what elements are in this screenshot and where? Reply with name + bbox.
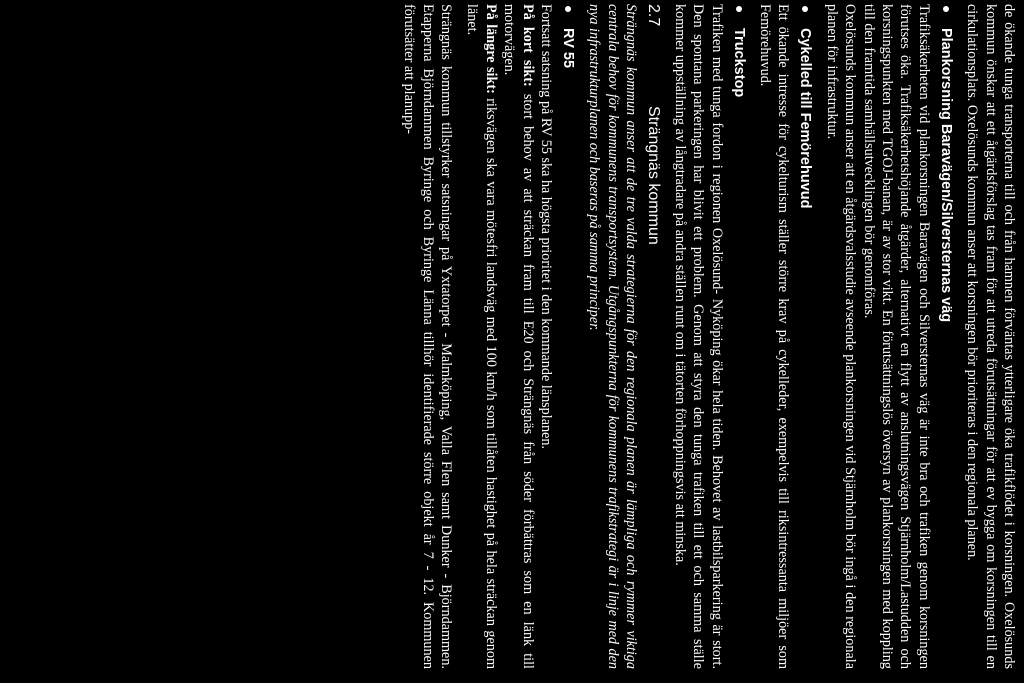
rv55-heading-text: RV 55 — [560, 28, 577, 69]
bullet-icon — [565, 6, 571, 12]
plankorsning-paragraph-1: Trafiksäkerheten vid plankorsningen Baravägen och Silversternas väg är inte bra och trafiken genom korsningen förutses öka. Trafiksäkerhetshöjande åtgärder, alternativt en flytt av anslutningsvägen Stjärnholm/Lastudden och korsningspunkten med TGOJ-banan, är av stor vikt. En förutsättningslös översyn av plankorsningen med koppling till den framtida samhällsutvecklingen bör genomföras. — [860, 4, 932, 669]
cykelled-heading-text: Cykelled till Femörehuvud — [797, 28, 814, 209]
cykelled-heading — [795, 4, 815, 669]
bullet-icon — [802, 6, 808, 12]
rv55-short-term — [500, 4, 537, 669]
rv55-heading — [558, 4, 578, 669]
plankorsning-heading — [936, 4, 956, 669]
rv55-paragraph-3: Strängnäs kommun tillstyrker satsningar på Yxtatorpet - Malmköping, Valla Flen samt Dunker - Björndammen. Etapperna Björndammen Byringe och Byringe Länna tillhör identifierade större objekt år 7 - 12. Kommunen förutsätter att planupp- — [401, 4, 455, 669]
section-number: 2.7 — [645, 4, 663, 27]
long-term-text: riksvägen ska vara mötesfri landsväg med 100 km/h som tillåten hastighet på hela sträckan genom länet. — [464, 4, 499, 669]
long-term-label: På längre sikt: — [482, 4, 499, 94]
short-term-label: På kort sikt: — [519, 4, 536, 87]
section-intro-italic: Strängnäs kommun anser att de tre valda strategierna för den regionala planen är lämpliga och rymmer viktiga centrala behov för kommunens transportsystem. Utgångspunkterna för kommunens trafikstrategi är i linje med den nya infrastrukturplanen och baseras på samma principer. — [586, 4, 640, 669]
truckstop-heading — [729, 4, 749, 669]
rv55-long-term — [463, 4, 500, 669]
bullet-icon — [943, 6, 949, 12]
section-title: Strängnäs kommun — [645, 106, 663, 245]
truckstop-paragraph: Trafiken med tunga fordon i regionen Oxelösund- Nyköping ökar hela tiden. Behovet av lastbilsparkering är stort. Den spontana parkeringen har blivit ett problem. Genom att styra den tunga trafiken till ett och samma ställe kommer uppställning av långtradare på andra ställen runt om i tätorten förhoppningsvis att minska. — [671, 4, 725, 669]
truckstop-heading-text: Truckstop — [730, 28, 747, 98]
short-term-text: stort behov av att sträckan fram till E20 och Strängnäs från söder förbättras som en länk till motorvägen. — [501, 4, 536, 669]
intro-paragraph: de ökande tunga transporterna till och från hamnen förväntas ytterligare öka trafikflödet i korsningen. Oxelösunds kommun önskar att ett åtgärdsförslag tas fram för att utreda förutsättningar för att ev bygga om korsningen till en cirkulationsplats. Oxelösunds kommun anser att korsningen bör prioriteras i den regionala planen. — [964, 4, 1017, 669]
bullet-icon — [736, 6, 742, 12]
cykelled-paragraph: Ett ökande intresse för cykelturism ställer större krav på cykelleder, exempelvis till riksintressanta miljöer som Femörehuvud. — [756, 4, 792, 669]
plankorsning-heading-text: Plankorsning Baravägen/Silversternas väg — [937, 28, 954, 323]
section-heading — [642, 4, 664, 669]
plankorsning-paragraph-2: Oxelösunds kommun anser att en åtgärdsvalsstudie avseende plankorsningen vid Stjärnholm bör ingå i den regionala planen för infrastruktur. — [823, 4, 859, 669]
rv55-paragraph-1: Fortsatt satsning på RV 55 ska ha högsta prioritet i den kommande länsplanen. — [538, 4, 555, 450]
